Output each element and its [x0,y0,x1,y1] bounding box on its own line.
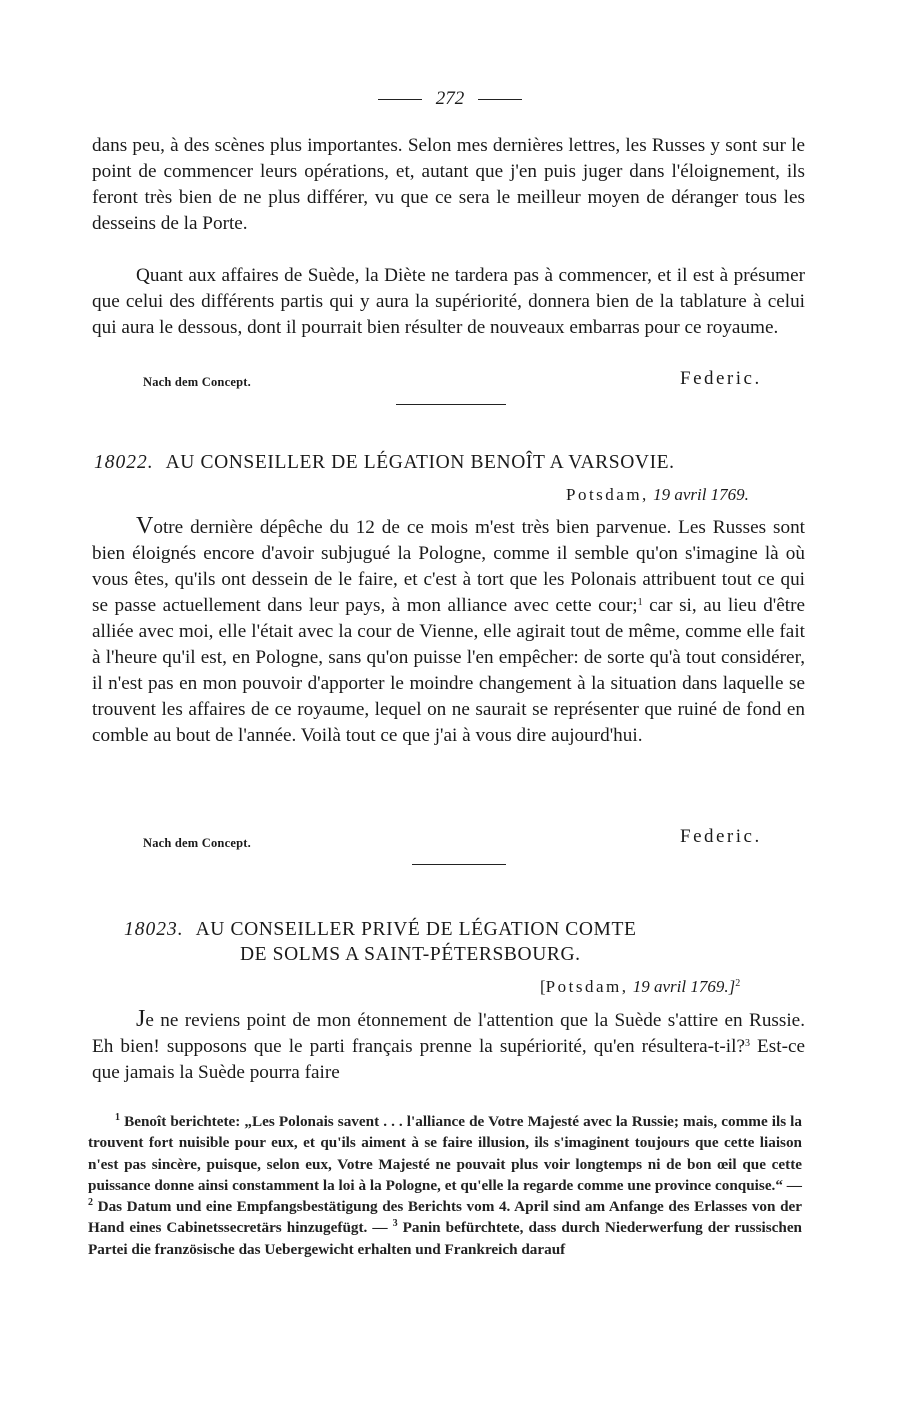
letter-body-18023 [92,1006,805,1086]
date-place: Potsdam, [545,977,629,996]
letter-heading-18022 [94,452,675,474]
footnote-2-text: Das Datum und eine Empfangsbestätigung des Berichts vom 4. April sind am Anfange des Erlasses von der Hand eines Cabinetssecretärs hinzugefügt. — [88,1198,802,1237]
letter-number: 18023. [124,919,184,940]
footnote-2-mark: 2 [88,1197,93,1209]
concept-note-2: Nach dem Concept. [143,836,251,850]
date-value: 19 avril 1769. [653,485,749,504]
footnote-1-text: Benoît berichtete: „Les Polonais savent . . . l'alliance de Votre Majesté avec la Russie; mais, comme ils la trouvent fort nuisible pour eux, et qu'ils aiment à se faire illusion, ils s'imaginent toujours que cette liaison n'est pas sincère, puisque, selon eux, Votre Majesté ne pouvait plus voir longtemps ni de bon œil que cette puissance donne ainsi constamment la loi à la Pologne, et qu'elle la regarde comme une province conquise.“ — [88,1113,802,1194]
separator-rule-1 [396,404,506,405]
date-bracket: [ [540,977,546,996]
footnote-marker: 3 [744,1038,750,1049]
page-number [0,88,900,110]
body-text-b: car si, au lieu d'être alliée avec moi, elle l'était avec la cour de Vienne, elle agirait tout de même, comme elle fait à l'heure qu'il est, en Pologne, sans qu'on puisse l'en empêcher: de sorte qu'à tout considérer, il n'est pas en mon pouvoir d'apporter le moindre changement à la situation dans laquelle se trouvent les affaires de ce royaume, lequel on ne saurait se représenter que ruiné de fond en comble au bout de l'année. Voilà tout ce que j'ai à vous dire aujourd'hui. [92,595,806,746]
footnote-marker: 2 [735,978,741,989]
sweden-paragraph: Quant aux affaires de Suède, la Diète ne tardera pas à commencer, et il est à présumer que celui des différents partis qui y aura la supériorité, donnera bien de la tablature à celui qui aura le dessous, dont il pourrait bien résulter de nouveaux embarras pour ce royaume. [92,265,805,338]
footnote-3-mark: 3 [392,1218,398,1230]
initial-letter: V [136,513,154,539]
initial-letter: J [136,1006,146,1032]
letter-title: AU CONSEILLER DE LÉGATION BENOÎT A VARSOVIE. [165,452,675,473]
concept-note-1: Nach dem Concept. [143,375,251,389]
body-text-a: e ne reviens point de mon étonnement de l'attention que la Suède s'attire en Russie. Eh bien! supposons que le parti français prenne la supériorité, qu'en résultera-t-il? [92,1010,805,1057]
footnote-1-mark: 1 [115,1112,120,1123]
date-value: 19 avril 1769.] [632,977,736,996]
letter-title-line-1: AU CONSEILLER PRIVÉ DE LÉGATION COMTE [195,919,637,940]
page-number-dash-right [478,99,522,100]
continued-paragraph: dans peu, à des scènes plus importantes. Selon mes dernières lettres, les Russes y sont sur le point de commencer leurs opérations, et, autant que j'en puis juger dans l'éloignement, ils feront très bien de ne plus différer, vu que ce sera le meilleur moyen de déranger tous les desseins de la Porte. [92,135,805,234]
letter-date-18022 [566,485,749,505]
footnote-3-text: Panin befürchtete, dass durch Niederwerfung der russischen Partei die französische das Uebergewicht erhalten und Frankreich darauf [88,1219,803,1258]
separator-rule-2 [412,864,506,865]
letter-number: 18022. [94,452,154,473]
page-number-dash-left [378,99,422,100]
letter-body-18022 [92,513,805,749]
date-place: Potsdam, [566,485,649,504]
footnote-marker: 1 [637,597,643,608]
letter-heading-18023 [124,919,637,941]
body-text-a: otre dernière dépêche du 12 de ce mois m'est très bien parvenue. Les Russes sont bien éloignés encore d'avoir subjugué la Pologne, comme il semble qu'on s'imagine là où vous êtes, qu'ils ont dessein de le faire, et c'est à tort que les Polonais attribuent tout ce qui se passe actuellement dans leur pays, à mon alliance avec cette cour; [92,517,805,616]
footnotes [88,1111,802,1260]
signature-1: Federic. [680,368,762,389]
body-text-b: Est-ce que jamais la Suède pourra faire [92,1036,805,1083]
signature-2: Federic. [680,826,762,847]
page-number-text: 272 [435,88,465,109]
letter-title-line-2: DE SOLMS A SAINT-PÉTERSBOURG. [240,944,581,965]
letter-date-18023 [540,977,740,997]
